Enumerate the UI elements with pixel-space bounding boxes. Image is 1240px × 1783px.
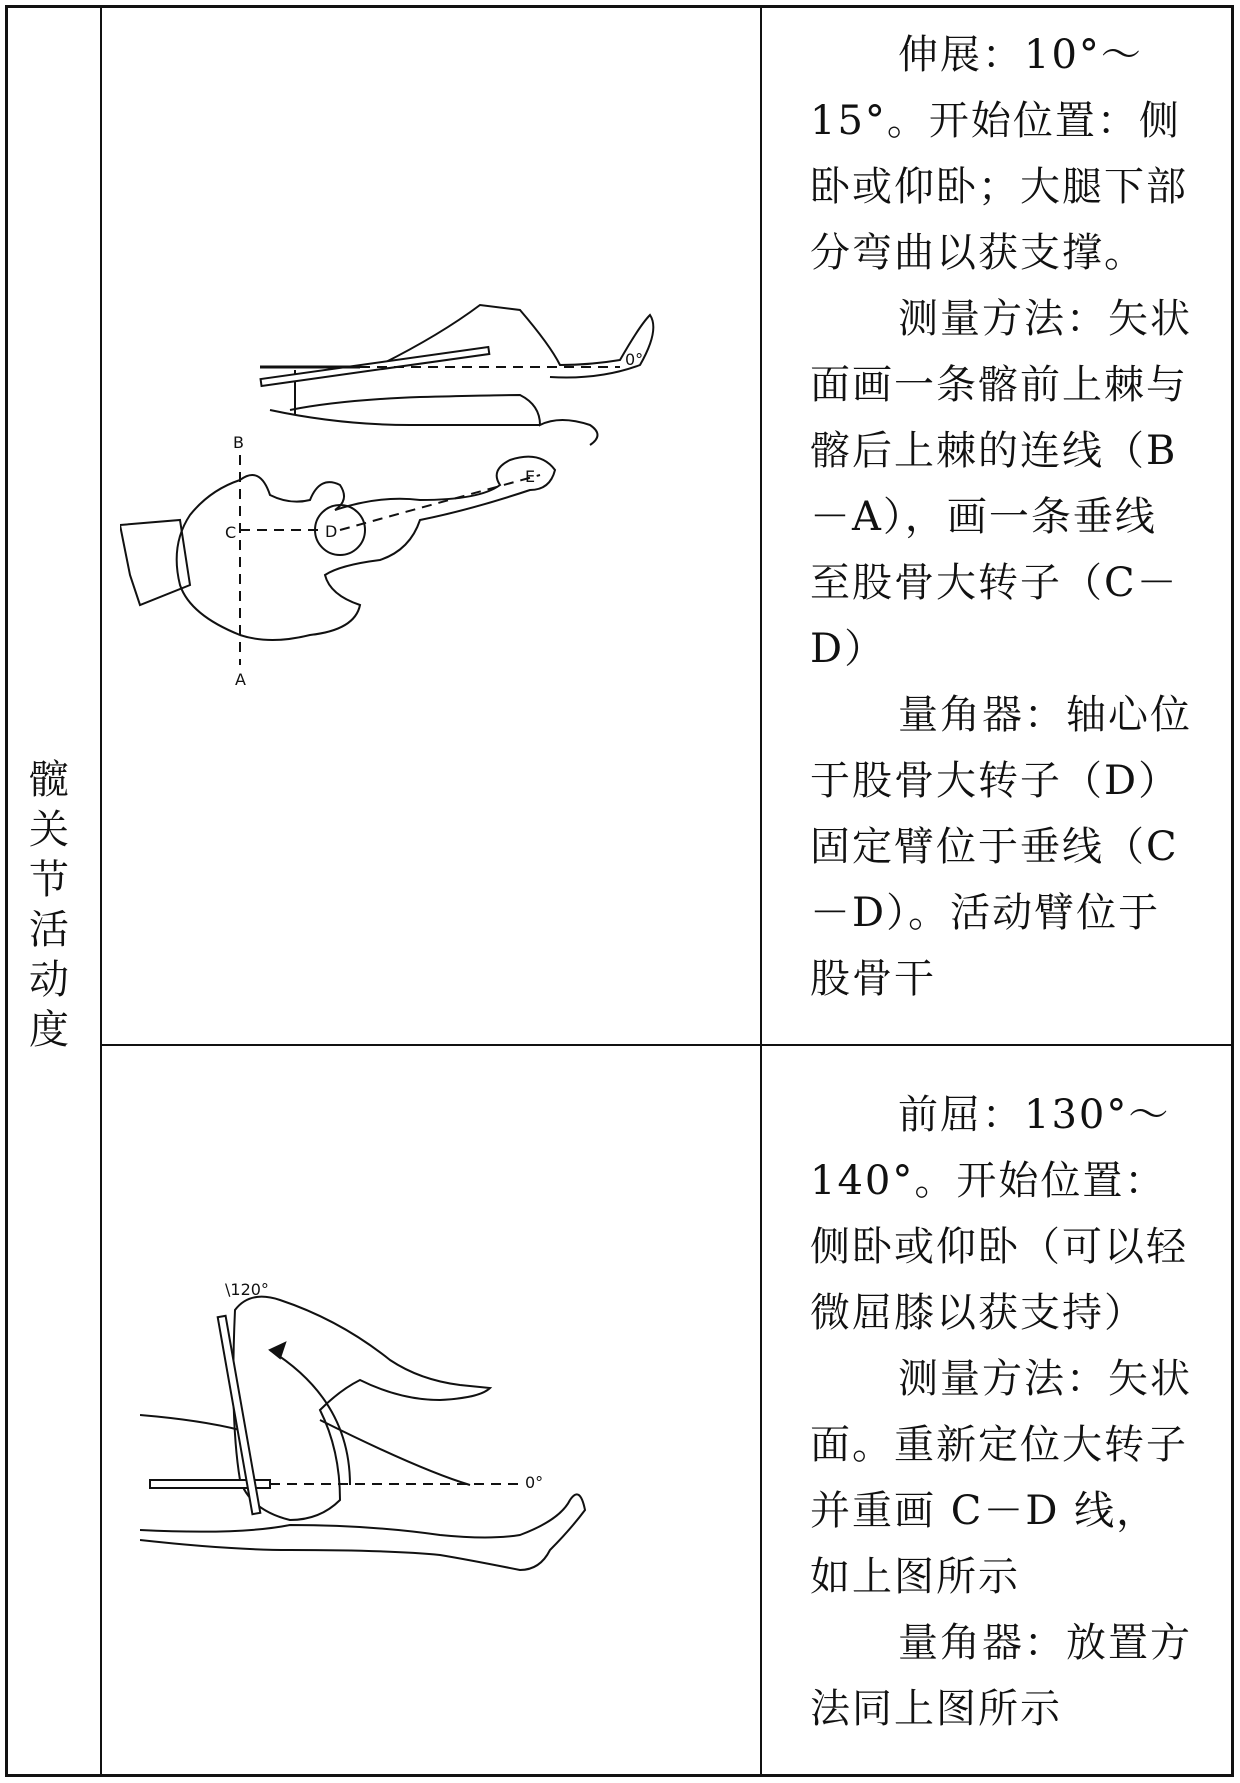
method-paragraph: 测量方法：矢状面。重新定位大转子并重画 C－D 线，如上图所示 — [810, 1356, 1192, 1600]
point-e-label: E — [525, 467, 536, 486]
angle-zero-label: 0° — [525, 1473, 544, 1492]
range-paragraph: 前屈：130°～140°。开始位置：侧卧或仰卧（可以轻微屈膝以获支持） — [810, 1092, 1188, 1336]
label-char: 度 — [29, 1007, 69, 1053]
point-d-label: D — [325, 522, 338, 541]
point-b-label: B — [233, 433, 244, 452]
label-char: 动 — [29, 957, 69, 1003]
row-header-label — [20, 755, 78, 1055]
label-char: 活 — [29, 907, 69, 953]
method-paragraph: 测量方法：矢状面画一条髂前上棘与髂后上棘的连线（B－A），画一条垂线至股骨大转子（C－D） — [810, 296, 1192, 672]
angle-120-label: \120° — [225, 1280, 269, 1299]
hip-extension-illustration — [120, 285, 760, 785]
goniometer-paragraph: 量角器：放置方法同上图所示 — [810, 1620, 1192, 1732]
range-paragraph: 伸展：10°～15°。开始位置：侧卧或仰卧；大腿下部分弯曲以获支撑。 — [810, 32, 1188, 276]
label-char: 节 — [29, 857, 69, 903]
flexion-description — [810, 1082, 1195, 1742]
extension-description — [810, 22, 1195, 1012]
column-divider-1 — [100, 5, 102, 1777]
hip-flexion-illustration — [140, 1270, 700, 1590]
column-divider-2 — [760, 5, 762, 1777]
label-char: 关 — [29, 807, 69, 853]
point-a-label: A — [235, 670, 246, 689]
angle-zero-label: 0° — [625, 350, 644, 369]
point-c-label: C — [225, 523, 237, 542]
row-divider — [100, 1044, 1234, 1046]
label-char: 髋 — [29, 757, 69, 803]
goniometer-paragraph: 量角器：轴心位于股骨大转子（D）固定臂位于垂线（C－D）。活动臂位于股骨干 — [810, 692, 1192, 1002]
